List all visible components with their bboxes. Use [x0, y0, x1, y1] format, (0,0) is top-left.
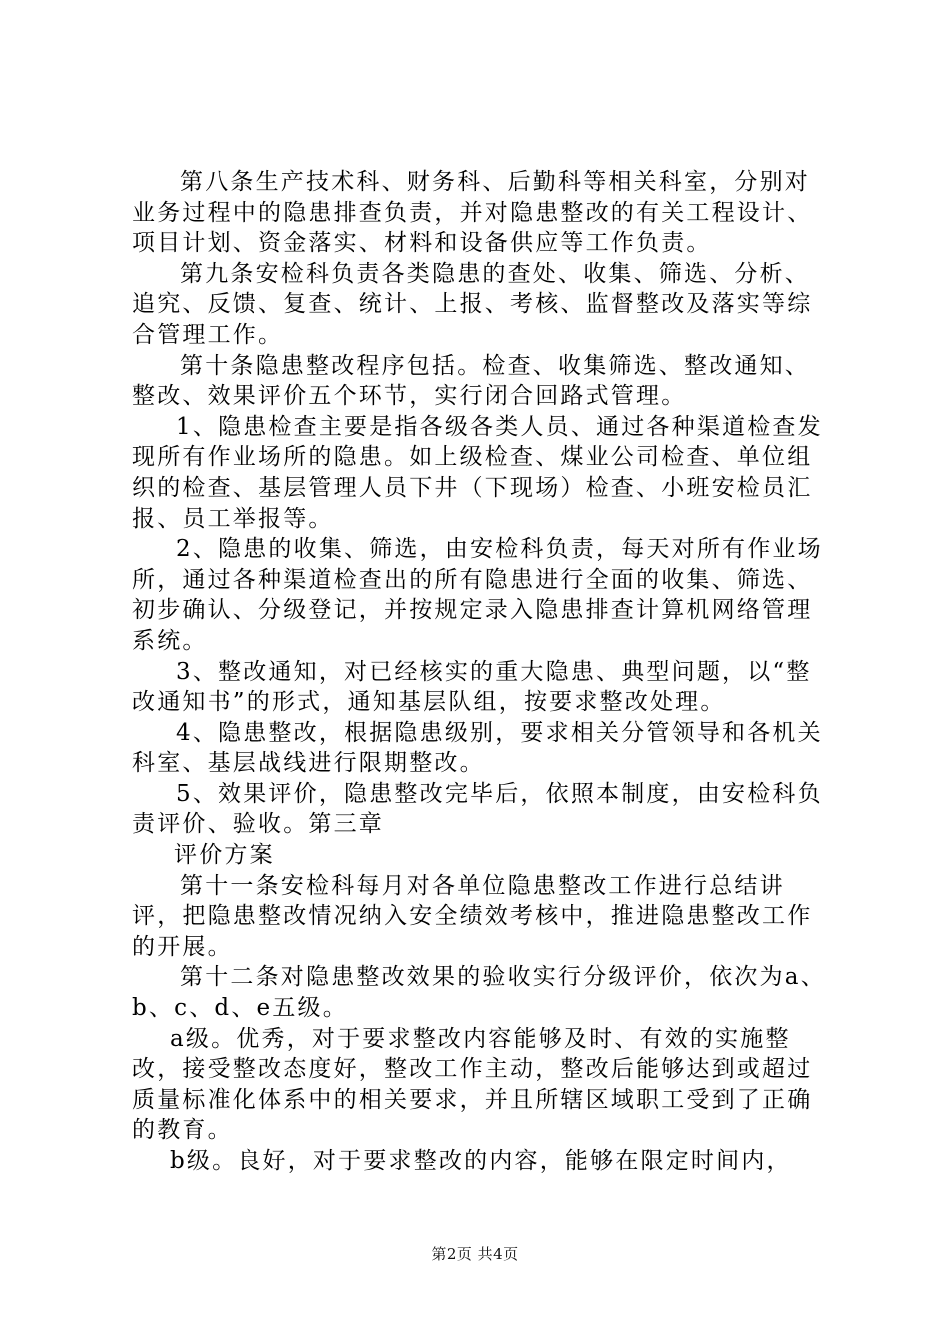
paragraph-item-3: 3、整改通知，对已经核实的重大隐患、典型问题，以“整改通知书”的形式，通知基层队组，按要求整改处理。: [132, 658, 812, 716]
paragraph-item-1: 1、隐患检查主要是指各级各类人员、通过各种渠道检查发现所有作业场所的隐患。如上级检查、煤业公司检查、单位组织的检查、基层管理人员下井（下现场）检查、小班安检员汇报、员工举报等。: [132, 413, 823, 532]
paragraph-item-5: 5、效果评价，隐患整改完毕后，依照本制度，由安检科负责评价、验收。第三章: [132, 780, 823, 838]
document-body: [132, 167, 832, 1177]
paragraph-grade-a: a级。优秀，对于要求整改内容能够及时、有效的实施整改，接受整改态度好，整改工作主动，整改后能够达到或超过质量标准化体系中的相关要求，并且所辖区域职工受到了正确的教育。: [132, 1025, 813, 1144]
paragraph-item-4: 4、隐患整改，根据隐患级别，要求相关分管领导和各机关科室、基层战线进行限期整改。: [132, 719, 823, 777]
paragraph-item-2: 2、隐患的收集、筛选，由安检科负责，每天对所有作业场所，通过各种渠道检查出的所有隐患进行全面的收集、筛选、初步确认、分级登记，并按规定录入隐患排查计算机网络管理系统。: [132, 536, 823, 654]
paragraph-article-8: 第八条生产技术科、财务科、后勤科等相关科室，分别对业务过程中的隐患排查负责，并对隐患整改的有关工程设计、项目计划、资金落实、材料和设备供应等工作负责。: [132, 169, 813, 257]
paragraph-article-10: 第十条隐患整改程序包括。检查、收集筛选、整改通知、整改、效果评价五个环节，实行闭合回路式管理。: [132, 352, 810, 410]
paragraph-grade-b: b级。良好，对于要求整改的内容，能够在限定时间内，: [170, 1148, 792, 1174]
page-footer: 第2页 共4页: [431, 1245, 519, 1263]
paragraph-article-9: 第九条安检科负责各类隐患的查处、收集、筛选、分析、追究、反馈、复查、统计、上报、考核、监督整改及落实等综合管理工作。: [132, 260, 813, 348]
paragraph-article-12: 第十二条对隐患整改效果的验收实行分级评价，依次为a、b、c、d、e五级。: [132, 964, 826, 1022]
paragraph-article-11: 第十一条安检科每月对各单位隐患整改工作进行总结讲评，把隐患整改情况纳入安全绩效考核中，推进隐患整改工作的开展。: [132, 872, 813, 960]
section-heading-evaluation: 评价方案: [174, 842, 275, 869]
